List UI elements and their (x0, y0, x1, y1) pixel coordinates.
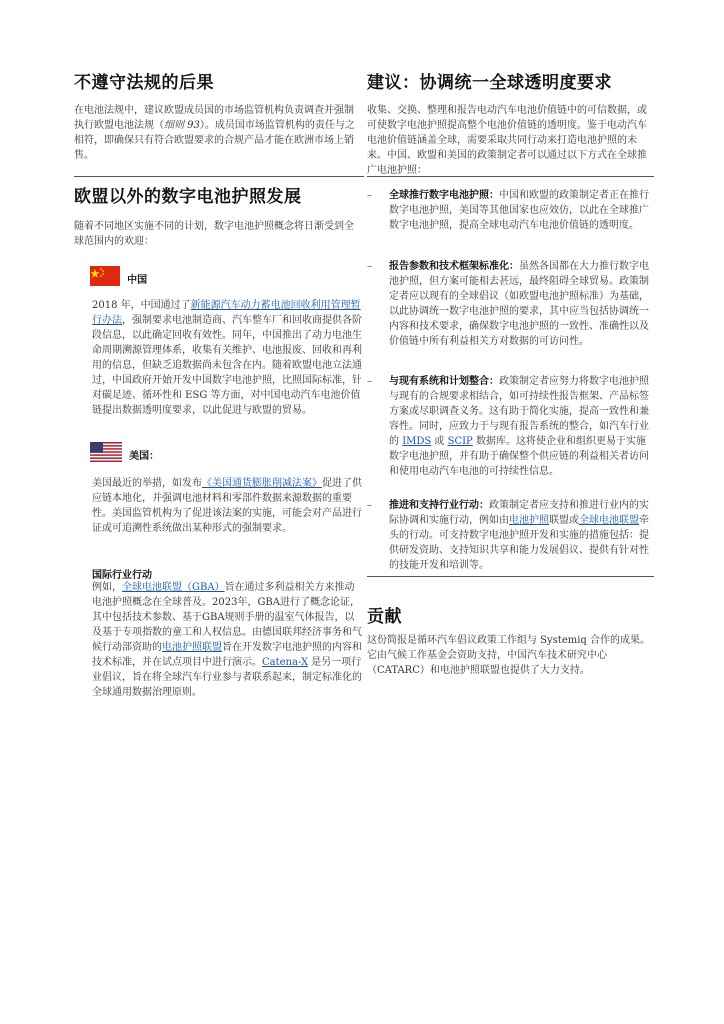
china-regulation-link[interactable]: 新能源汽车动力蓄电池回收利用管理暂行办法 (92, 300, 361, 326)
us-flag-icon (90, 442, 122, 466)
list-text (389, 498, 654, 573)
battery-passport-link[interactable]: 电池护照 (509, 515, 549, 526)
china-paragraph (92, 298, 363, 418)
imds-link[interactable]: IMDS (402, 436, 432, 447)
intl-text-c: 旨在开发数字电池护照的内容和技术标准，并在试点项目中进行演示。 (92, 642, 362, 668)
list-dash: – (367, 261, 372, 272)
us-label-row (90, 442, 159, 466)
heading-non-eu: 欧盟以外的数字电池护照发展 (74, 187, 302, 207)
list-body-mid: 联盟或 (549, 515, 579, 526)
us-text-b: 促进了供应链本地化，并强调电池材料和零部件数据来源数据的重要性。美国监管机构为了促进该法案的实施，可能会对产品进行证或可追溯性系统做出某种形式的强制要求。 (92, 478, 362, 534)
divider (367, 176, 654, 177)
intl-paragraph (92, 580, 363, 700)
china-flag-icon (90, 266, 120, 290)
list-bold: 推进和支持行业行动： (389, 500, 489, 511)
heading-recommendation: 建议：协调统一全球透明度要求 (367, 73, 612, 93)
list-text (389, 259, 654, 349)
consequences-italic: 细则 93 (164, 120, 200, 131)
contribution-paragraph: 这份简报是循环汽车倡议政策工作组与 Systemiq 合作的成果。它由气候工作基金会资助支持，中国汽车技术研究中心（CATARC）和电池护照联盟也提供了大力支持。 (367, 635, 651, 676)
us-paragraph (92, 476, 363, 536)
list-body-a: 政策制定者应支持和推进行业内的实际协调和实施行动，例如由 (389, 500, 649, 526)
list-body: 中国和欧盟的政策制定者正在推行数字电池护照，美国等其他国家也应效仿，以此在全球推广数字电池护照，提高全球电动汽车电池价值链的透明度。 (389, 190, 649, 231)
consequences-text-a: 在电池法规中，建议欧盟成员国的市场监管机构负责调查并强制执行欧盟电池法规（ (74, 105, 354, 131)
list-bold: 报告参数和技术框架标准化： (389, 261, 519, 272)
gba-link[interactable]: 全球电池联盟（GBA） (122, 582, 225, 593)
heading-contribution: 贡献 (367, 607, 402, 627)
non-eu-intro: 随着不同地区实施不同的计划，数字电池护照概念将日渐受到全球范围内的欢迎： (74, 221, 354, 247)
list-dash: – (367, 190, 372, 201)
list-dash: – (367, 376, 372, 387)
intl-text-a: 例如， (92, 582, 122, 593)
china-text-b: ，强制要求电池制造商、汽车整车厂和回收商提供各阶段信息，以此确定回收有效性。同年，中国推出了动力电池生命周期溯源管理体系，收集有关维护、电池报废、回收和再利用的信息，但缺乏追数据尚未包含在内。随着欧盟电池立法通过，中国政府开始开发中国数字电池护照，比照国际标准，针对碳足迹、循环性和 ESG 等方面，对中国电动汽车电池价值链提出数据透明度要求，以此促进与欧盟的贸易。 (92, 315, 362, 416)
catena-x-link[interactable]: Catena-X (262, 657, 309, 668)
intl-text-d: 是另一项行业倡议，旨在将全球汽车行业参与者联系起来，制定标准化的全球通用数据治理原则。 (92, 657, 362, 698)
intl-text-b: 旨在通过多利益相关方来推动电池护照概念在全球普及。2023年，GBA进行了概念论证，其中包括技术参数、基于GBA规则手册的温室气体报告，以及基于专项指数的童工和人权信息。由德国联邦经济事务和气候行动部资助的 (92, 582, 362, 653)
list-text (389, 188, 654, 233)
china-label-row (90, 266, 147, 290)
list-body-mid: 或 (431, 436, 448, 447)
consequences-paragraph (74, 103, 362, 163)
intl-label: 国际行业行动 (92, 570, 152, 581)
consequences-text-b: ）。成员国市场监管机构的责任与之相符，即确保只有符合欧盟要求的合规产品才能在欧洲市场上销售。 (74, 120, 355, 161)
divider (74, 176, 364, 177)
list-text (389, 374, 654, 479)
recommendation-paragraph: 收集、交换、整理和报告电动汽车电池价值链中的可信数据，或可使数字电池护照提高整个电池价值链的透明度。鉴于电动汽车电池价值链涵盖全球，需要采取共同行动来打造电池护照的未来。中国、欧盟和美国的政策制定者可以通过以下方式在全球推广电池护照： (367, 105, 647, 176)
global-battery-alliance-link[interactable]: 全球电池联盟 (579, 515, 639, 526)
list-body-a: 政策制定者应努力将数字电池护照与现有的合规要求相结合，如可持续性报告框架、产品标签方案或尽职调查义务。这有助于简化实施，提高一致性和兼容性。同时，应致力于与现有报告系统的整合，如汽车行业的 (389, 376, 649, 447)
china-text-a: 2018 年，中国通过了 (92, 300, 191, 311)
list-bold: 与现有系统和计划整合： (389, 376, 499, 387)
scip-link[interactable]: SCIP (447, 436, 473, 447)
us-text-a: 美国最近的举措，如发布 (92, 478, 202, 489)
battery-pass-link[interactable]: 电池护照联盟 (162, 642, 222, 653)
list-body: 虽然各国都在大力推行数字电池护照，但方案可能相去甚远，最终阻碍全球贸易。政策制定者应以现有的全球倡议（如欧盟电池护照标准）为基础，以此协调统一数字电池护照的要求，其中应当包括协调统一内容和技术要求，确保数字电池护照的一致性、准确性以及价值链中所有利益相关方对数据的可访问性。 (389, 261, 649, 347)
china-label: 中国 (127, 274, 148, 286)
divider (367, 576, 654, 577)
heading-consequences: 不遵守法规的后果 (74, 73, 214, 93)
us-label: 美国： (129, 450, 160, 462)
list-bold: 全球推行数字电池护照： (389, 190, 499, 201)
list-body-b: 数据库。这将使企业和组织更易于实施数字电池护照，并有助于确保整个供应链的利益相关者访问和使用电动汽车电池的可持续性信息。 (389, 436, 649, 477)
list-dash: – (367, 500, 372, 511)
list-body-b: 牵头的行动。可支持数字电池护照开发和实施的措施包括：提供研发资助、支持知识共享和能力发展倡议、提供有针对性的技能开发和培训等。 (389, 515, 649, 571)
us-ira-link[interactable]: 《美国通货膨胀削减法案》 (202, 478, 322, 489)
